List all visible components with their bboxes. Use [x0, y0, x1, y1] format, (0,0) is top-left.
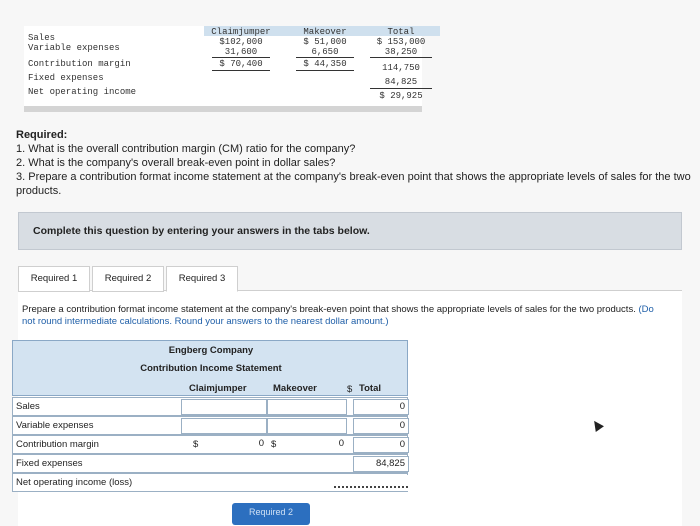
cm-total-value: 0	[353, 437, 409, 453]
summary-cell: 31,600	[224, 47, 258, 57]
summary-bottom-rule	[24, 106, 422, 112]
summary-row-label: Net operating income	[28, 87, 137, 97]
row-label-net-operating-income: Net operating income (loss)	[16, 477, 133, 488]
row-label-fixed-expenses: Fixed expenses	[16, 458, 83, 469]
cm-makeover-value: 0	[281, 437, 347, 453]
summary-cell: $102,000	[219, 37, 263, 47]
variable-expenses-total-value: 0	[353, 418, 409, 434]
summary-col-total: Total	[387, 27, 415, 37]
next-tab-label: Required 2	[248, 507, 294, 517]
instruction-text	[22, 304, 662, 328]
summary-cell: 38,250	[384, 47, 418, 57]
summary-cell: $ 29,925	[379, 91, 423, 101]
sales-claimjumper-input[interactable]	[181, 399, 267, 415]
banner-text: Complete this question by entering your answers in the tabs below.	[33, 225, 370, 237]
summary-row-label: Contribution margin	[28, 59, 131, 69]
fixed-expenses-total-value: 84,825	[353, 456, 409, 472]
summary-cell: 114,750	[382, 63, 420, 73]
sales-makeover-input[interactable]	[267, 399, 347, 415]
company-name: Engberg Company	[168, 345, 254, 356]
underline	[296, 70, 354, 71]
tab-required-3[interactable]: Required 3	[166, 266, 238, 292]
tab-required-1[interactable]: Required 1	[18, 266, 90, 292]
summary-row-label: Sales	[28, 33, 56, 43]
cm-claimjumper-value: 0	[203, 437, 267, 453]
underline	[212, 70, 270, 71]
required-heading: Required:	[16, 129, 68, 141]
summary-col-claimjumper: Claimjumper	[211, 27, 271, 37]
row-label-contribution-margin: Contribution margin	[16, 439, 99, 450]
currency-symbol: $	[347, 384, 353, 395]
summary-cell: $ 51,000	[303, 37, 347, 47]
required-q3: 3. Prepare a contribution format income statement at the company's break-even point that shows the appropriate levels of sales for the two products.	[16, 171, 691, 197]
summary-cell: 84,825	[384, 77, 418, 87]
table-row	[12, 416, 408, 435]
required-q2: 2. What is the company's overall break-even point in dollar sales?	[16, 157, 336, 169]
col-total: Total	[359, 383, 381, 394]
summary-cell: $ 153,000	[376, 37, 426, 47]
next-tab-button[interactable]	[232, 503, 310, 525]
summary-row-label: Variable expenses	[28, 43, 120, 53]
summary-col-makeover: Makeover	[303, 27, 347, 37]
summary-cell: $ 70,400	[219, 59, 263, 69]
required-section	[16, 128, 696, 198]
table-row	[12, 454, 408, 473]
underline	[212, 57, 270, 58]
sales-total-value: 0	[353, 399, 409, 415]
required-q1: 1. What is the overall contribution margin (CM) ratio for the company?	[16, 143, 356, 155]
tab-required-2[interactable]: Required 2	[92, 266, 164, 292]
currency-symbol: $	[193, 439, 199, 450]
table-row	[12, 435, 408, 454]
instruction-main: Prepare a contribution format income statement at the company's break-even point that shows the appropriate levels of sales for the two products.	[22, 304, 636, 315]
row-label-variable-expenses: Variable expenses	[16, 420, 94, 431]
total-underline	[334, 486, 408, 490]
variable-expenses-makeover-input[interactable]	[267, 418, 347, 434]
summary-statement	[24, 26, 426, 108]
statement-title: Contribution Income Statement	[140, 363, 282, 374]
row-label-sales: Sales	[16, 401, 40, 412]
variable-expenses-claimjumper-input[interactable]	[181, 418, 267, 434]
summary-row-label: Fixed expenses	[28, 73, 104, 83]
summary-cell: $ 44,350	[303, 59, 347, 69]
underline	[370, 57, 432, 58]
currency-symbol: $	[271, 439, 277, 450]
instructions-banner	[18, 212, 682, 250]
underline	[296, 57, 354, 58]
col-claimjumper: Claimjumper	[189, 383, 247, 394]
summary-cell: 6,650	[311, 47, 339, 57]
underline	[370, 88, 432, 89]
instruction-hint: (Do not round intermediate calculations. Round your answers to the nearest dollar amount.)	[22, 304, 654, 327]
col-makeover: Makeover	[273, 383, 317, 394]
